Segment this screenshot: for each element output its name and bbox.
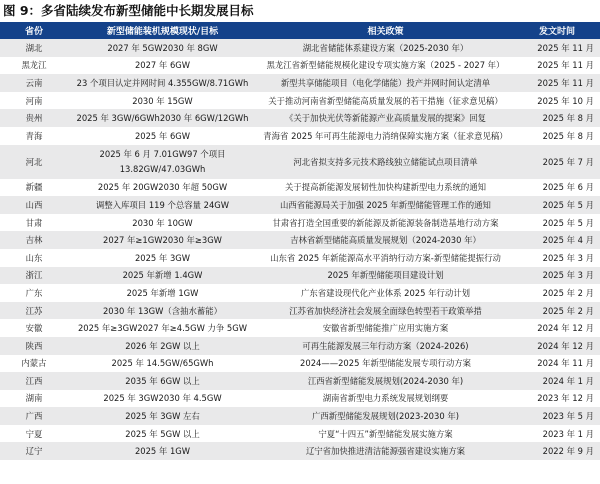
cell-policy: 安徽省新型储能推广应用实施方案 bbox=[257, 319, 514, 337]
cell-province: 贵州 bbox=[0, 109, 68, 127]
header-policy: 相关政策 bbox=[257, 22, 514, 39]
table-row bbox=[0, 145, 600, 179]
cell-policy: 湖北省储能体系建设方案（2025-2030 年） bbox=[257, 39, 514, 57]
cell-policy: 山东省 2025 年新能源高水平消纳行动方案-新型储能提振行动 bbox=[257, 249, 514, 267]
cell-date: 2025 年 3 月 bbox=[514, 249, 600, 267]
cell-target: 2035 年 6GW 以上 bbox=[68, 372, 257, 390]
cell-policy: 江西省新型储能发展规划(2024-2030 年) bbox=[257, 372, 514, 390]
cell-date: 2025 年 6 月 bbox=[514, 179, 600, 197]
table-row bbox=[0, 179, 600, 197]
table-row bbox=[0, 442, 600, 460]
table-row bbox=[0, 284, 600, 302]
cell-province: 山西 bbox=[0, 196, 68, 214]
cell-target: 2025 年新增 1.4GW bbox=[68, 267, 257, 285]
cell-policy: 河北省拟支持多元技术路线独立储能试点项目清单 bbox=[257, 145, 514, 179]
cell-province: 黑龙江 bbox=[0, 57, 68, 75]
cell-date: 2025 年 10 月 bbox=[514, 92, 600, 110]
table-row bbox=[0, 249, 600, 267]
cell-target: 2025 年 3GW2030 年 4.5GW bbox=[68, 390, 257, 408]
cell-date: 2025 年 4 月 bbox=[514, 231, 600, 249]
table-row bbox=[0, 231, 600, 249]
cell-policy: 甘肃省打造全国重要的新能源及新能源装备制造基地行动方案 bbox=[257, 214, 514, 232]
cell-date: 2025 年 5 月 bbox=[514, 214, 600, 232]
cell-target: 2025 年 3GW 左右 bbox=[68, 407, 257, 425]
table-row bbox=[0, 39, 600, 57]
table-header-row bbox=[0, 22, 600, 39]
cell-province: 湖北 bbox=[0, 39, 68, 57]
cell-province: 河南 bbox=[0, 92, 68, 110]
cell-province: 广东 bbox=[0, 284, 68, 302]
cell-policy: 广西新型储能发展规划(2023-2030 年) bbox=[257, 407, 514, 425]
cell-province: 河北 bbox=[0, 145, 68, 179]
cell-target: 2027 年 5GW2030 年 8GW bbox=[68, 39, 257, 57]
cell-province: 吉林 bbox=[0, 231, 68, 249]
cell-policy: 黑龙江省新型储能规模化建设专项实施方案（2025 - 2027 年） bbox=[257, 57, 514, 75]
cell-policy: 可再生能源发展三年行动方案（2024-2026) bbox=[257, 337, 514, 355]
table-row bbox=[0, 267, 600, 285]
cell-target: 2025 年≥3GW2027 年≥4.5GW 力争 5GW bbox=[68, 319, 257, 337]
cell-province: 宁夏 bbox=[0, 425, 68, 443]
cell-date: 2024 年 12 月 bbox=[514, 337, 600, 355]
cell-date: 2025 年 2 月 bbox=[514, 302, 600, 320]
cell-policy: 《关于加快光伏等新能源产业高质量发展的提案》回复 bbox=[257, 109, 514, 127]
cell-date: 2024 年 1 月 bbox=[514, 372, 600, 390]
table-body bbox=[0, 39, 600, 460]
cell-target: 23 个项目认定并网时间 4.355GW/8.71GWh bbox=[68, 74, 257, 92]
table-row bbox=[0, 355, 600, 373]
cell-province: 辽宁 bbox=[0, 442, 68, 460]
cell-target: 2026 年 2GW 以上 bbox=[68, 337, 257, 355]
cell-province: 山东 bbox=[0, 249, 68, 267]
cell-province: 浙江 bbox=[0, 267, 68, 285]
table-row bbox=[0, 196, 600, 214]
cell-province: 安徽 bbox=[0, 319, 68, 337]
cell-province: 青海 bbox=[0, 127, 68, 145]
cell-policy: 宁夏“十四五”新型储能发展实施方案 bbox=[257, 425, 514, 443]
cell-target: 2027 年 6GW bbox=[68, 57, 257, 75]
cell-policy: 青海省 2025 年可再生能源电力消纳保障实施方案（征求意见稿） bbox=[257, 127, 514, 145]
cell-policy: 吉林省新型储能高质量发展规划（2024-2030 年） bbox=[257, 231, 514, 249]
cell-date: 2025 年 11 月 bbox=[514, 74, 600, 92]
table-row bbox=[0, 390, 600, 408]
table-row bbox=[0, 372, 600, 390]
cell-date: 2025 年 11 月 bbox=[514, 57, 600, 75]
cell-province: 陕西 bbox=[0, 337, 68, 355]
cell-target: 调整入库项目 119 个总容量 24GW bbox=[68, 196, 257, 214]
cell-target: 2025 年 20GW2030 年超 50GW bbox=[68, 179, 257, 197]
table-row bbox=[0, 74, 600, 92]
table-row bbox=[0, 319, 600, 337]
cell-province: 江西 bbox=[0, 372, 68, 390]
cell-date: 2024 年 12 月 bbox=[514, 319, 600, 337]
cell-date: 2025 年 7 月 bbox=[514, 145, 600, 179]
table-row bbox=[0, 127, 600, 145]
cell-policy: 新型共享储能项目（电化学储能）投产并网时间认定清单 bbox=[257, 74, 514, 92]
cell-policy: 辽宁省加快推进清洁能源强省建设实施方案 bbox=[257, 442, 514, 460]
table-row bbox=[0, 425, 600, 443]
cell-target: 2025 年 6GW bbox=[68, 127, 257, 145]
cell-target: 2025 年 3GW/6GWh2030 年 6GW/12GWh bbox=[68, 109, 257, 127]
table-row bbox=[0, 302, 600, 320]
cell-date: 2023 年 5 月 bbox=[514, 407, 600, 425]
cell-date: 2025 年 2 月 bbox=[514, 284, 600, 302]
cell-date: 2023 年 1 月 bbox=[514, 425, 600, 443]
table-row bbox=[0, 57, 600, 75]
cell-target: 2025 年 6 月 7.01GW97 个项目 13.82GW/47.03GWh bbox=[68, 145, 257, 179]
cell-policy: 湖南省新型电力系统发展规划纲要 bbox=[257, 390, 514, 408]
cell-date: 2025 年 11 月 bbox=[514, 39, 600, 57]
table-row bbox=[0, 109, 600, 127]
cell-target: 2025 年 1GW bbox=[68, 442, 257, 460]
cell-target: 2025 年新增 1GW bbox=[68, 284, 257, 302]
cell-policy: 2025 年新型储能项目建设计划 bbox=[257, 267, 514, 285]
cell-date: 2024 年 11 月 bbox=[514, 355, 600, 373]
header-target: 新型储能装机规模现状/目标 bbox=[68, 22, 257, 39]
figure-title: 图 9：多省陆续发布新型储能中长期发展目标 bbox=[3, 3, 254, 18]
cell-province: 湖南 bbox=[0, 390, 68, 408]
cell-target: 2025 年 3GW bbox=[68, 249, 257, 267]
cell-province: 新疆 bbox=[0, 179, 68, 197]
header-date: 发文时间 bbox=[514, 22, 600, 39]
cell-date: 2025 年 3 月 bbox=[514, 267, 600, 285]
table-row bbox=[0, 214, 600, 232]
table-row bbox=[0, 337, 600, 355]
table-row bbox=[0, 407, 600, 425]
cell-policy: 关于推动河南省新型储能高质量发展的若干措施（征求意见稿） bbox=[257, 92, 514, 110]
cell-date: 2025 年 5 月 bbox=[514, 196, 600, 214]
cell-target: 2030 年 10GW bbox=[68, 214, 257, 232]
cell-policy: 广东省建设现代化产业体系 2025 年行动计划 bbox=[257, 284, 514, 302]
cell-date: 2025 年 8 月 bbox=[514, 127, 600, 145]
cell-policy: 关于提高新能源发展韧性加快构建新型电力系统的通知 bbox=[257, 179, 514, 197]
cell-policy: 山西省能源局关于加强 2025 年新型储能管理工作的通知 bbox=[257, 196, 514, 214]
cell-province: 云南 bbox=[0, 74, 68, 92]
cell-date: 2022 年 9 月 bbox=[514, 442, 600, 460]
cell-province: 甘肃 bbox=[0, 214, 68, 232]
cell-province: 内蒙古 bbox=[0, 355, 68, 373]
cell-policy: 江苏省加快经济社会发展全面绿色转型若干政策举措 bbox=[257, 302, 514, 320]
cell-target: 2030 年 15GW bbox=[68, 92, 257, 110]
cell-policy: 2024——2025 年新型储能发展专项行动方案 bbox=[257, 355, 514, 373]
policy-table bbox=[0, 22, 600, 460]
cell-province: 江苏 bbox=[0, 302, 68, 320]
cell-province: 广西 bbox=[0, 407, 68, 425]
cell-date: 2025 年 8 月 bbox=[514, 109, 600, 127]
cell-date: 2023 年 12 月 bbox=[514, 390, 600, 408]
cell-target: 2025 年 5GW 以上 bbox=[68, 425, 257, 443]
header-province: 省份 bbox=[0, 22, 68, 39]
cell-target: 2025 年 14.5GW/65GWh bbox=[68, 355, 257, 373]
cell-target: 2030 年 13GW（含抽水蓄能） bbox=[68, 302, 257, 320]
cell-target: 2027 年≥1GW2030 年≥3GW bbox=[68, 231, 257, 249]
table-row bbox=[0, 92, 600, 110]
